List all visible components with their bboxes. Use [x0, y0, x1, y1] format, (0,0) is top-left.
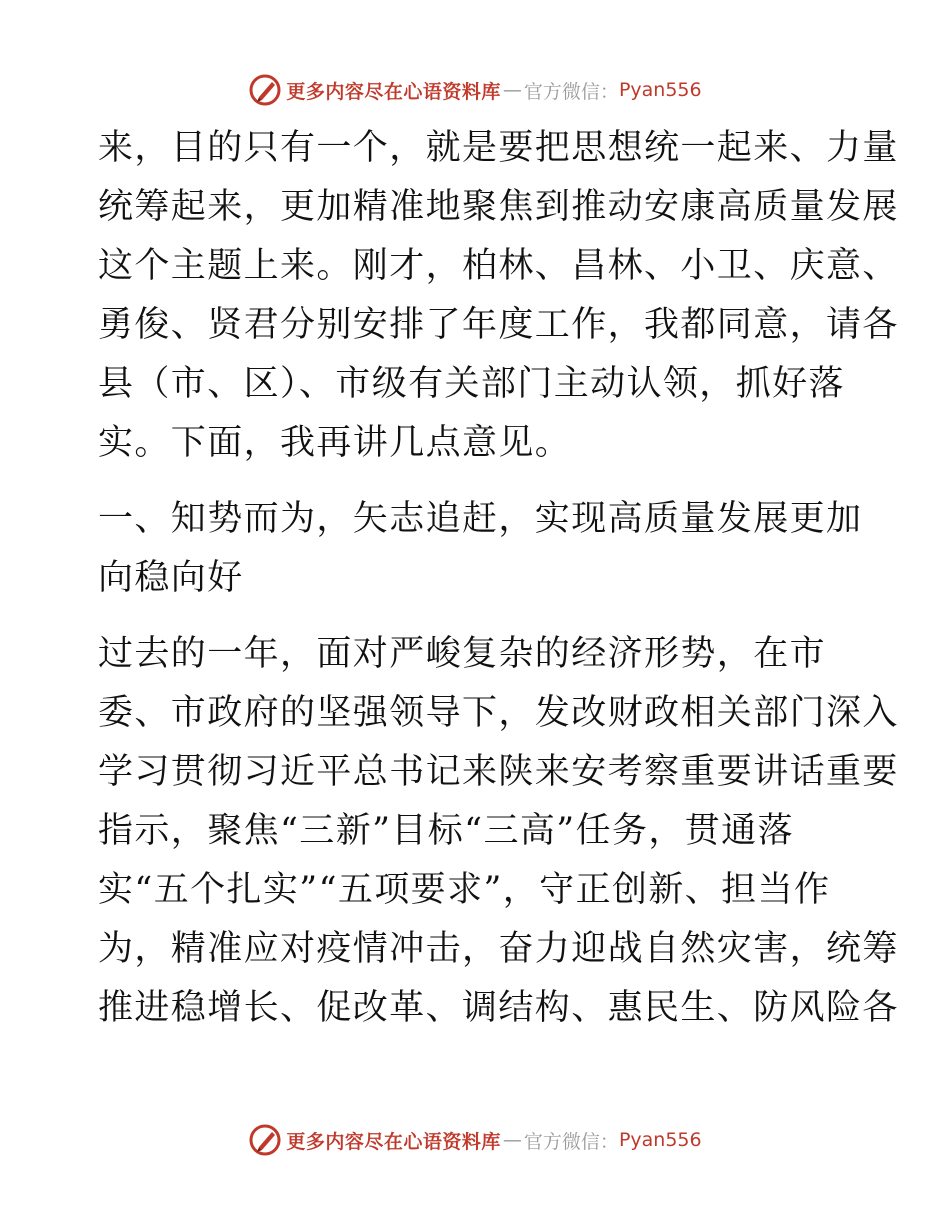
header-dash: —: [502, 79, 522, 101]
section-heading-1: [98, 490, 863, 608]
header-slogan: 更多内容尽在心语资料库: [286, 80, 501, 103]
paragraph-gap: [98, 473, 858, 490]
text-line: 来，目的只有一个，就是要把思想统一起来、力量: [98, 128, 899, 168]
paragraph-gap: [98, 608, 858, 625]
text-line: 勇俊、贤君分别安排了年度工作，我都同意，请各: [98, 305, 899, 345]
paragraph-1: [98, 119, 899, 473]
footer-slogan: 更多内容尽在心语资料库: [286, 1130, 501, 1153]
footer-dash: —: [502, 1129, 522, 1151]
paragraph-2: [98, 625, 899, 1038]
text-line: 为，精准应对疫情冲击，奋力迎战自然灾害，统筹: [98, 929, 899, 969]
footer-wechat-label: 官方微信：: [523, 1130, 619, 1153]
footer-watermark: [0, 1120, 950, 1160]
header-wechat-label: 官方微信：: [523, 80, 619, 103]
text-line: 学习贯彻习近平总书记来陕来安考察重要讲话重要: [98, 752, 899, 792]
header-watermark: [0, 70, 950, 110]
text-line: 实“五个扎实”“五项要求”，守正创新、担当作: [98, 870, 831, 910]
text-line: 这个主题上来。刚才，柏林、昌林、小卫、庆意、: [98, 246, 899, 286]
text-line: 委、市政府的坚强领导下，发改财政相关部门深入: [98, 693, 899, 733]
text-line: 推进稳增长、促改革、调结构、惠民生、防风险各: [98, 988, 899, 1028]
text-line: 过去的一年，面对严峻复杂的经济形势，在市: [98, 634, 827, 674]
heading-line: 一、知势而为，矢志追赶，实现高质量发展更加: [98, 499, 863, 539]
heading-line: 向稳向好: [98, 558, 244, 598]
pen-logo-icon: [248, 73, 282, 107]
header-wechat-id: Pyan556: [618, 79, 702, 101]
pen-logo-icon: [248, 1123, 282, 1157]
text-line: 县（市、区）、市级有关部门主动认领，抓好落: [98, 364, 845, 404]
document-body: [98, 119, 899, 1038]
text-line: 统筹起来，更加精准地聚焦到推动安康高质量发展: [98, 187, 899, 227]
footer-wechat-id: Pyan556: [618, 1129, 702, 1151]
text-line: 指示，聚焦“三新”目标“三高”任务，贯通落: [98, 811, 794, 851]
text-line: 实。下面，我再讲几点意见。: [98, 423, 572, 463]
